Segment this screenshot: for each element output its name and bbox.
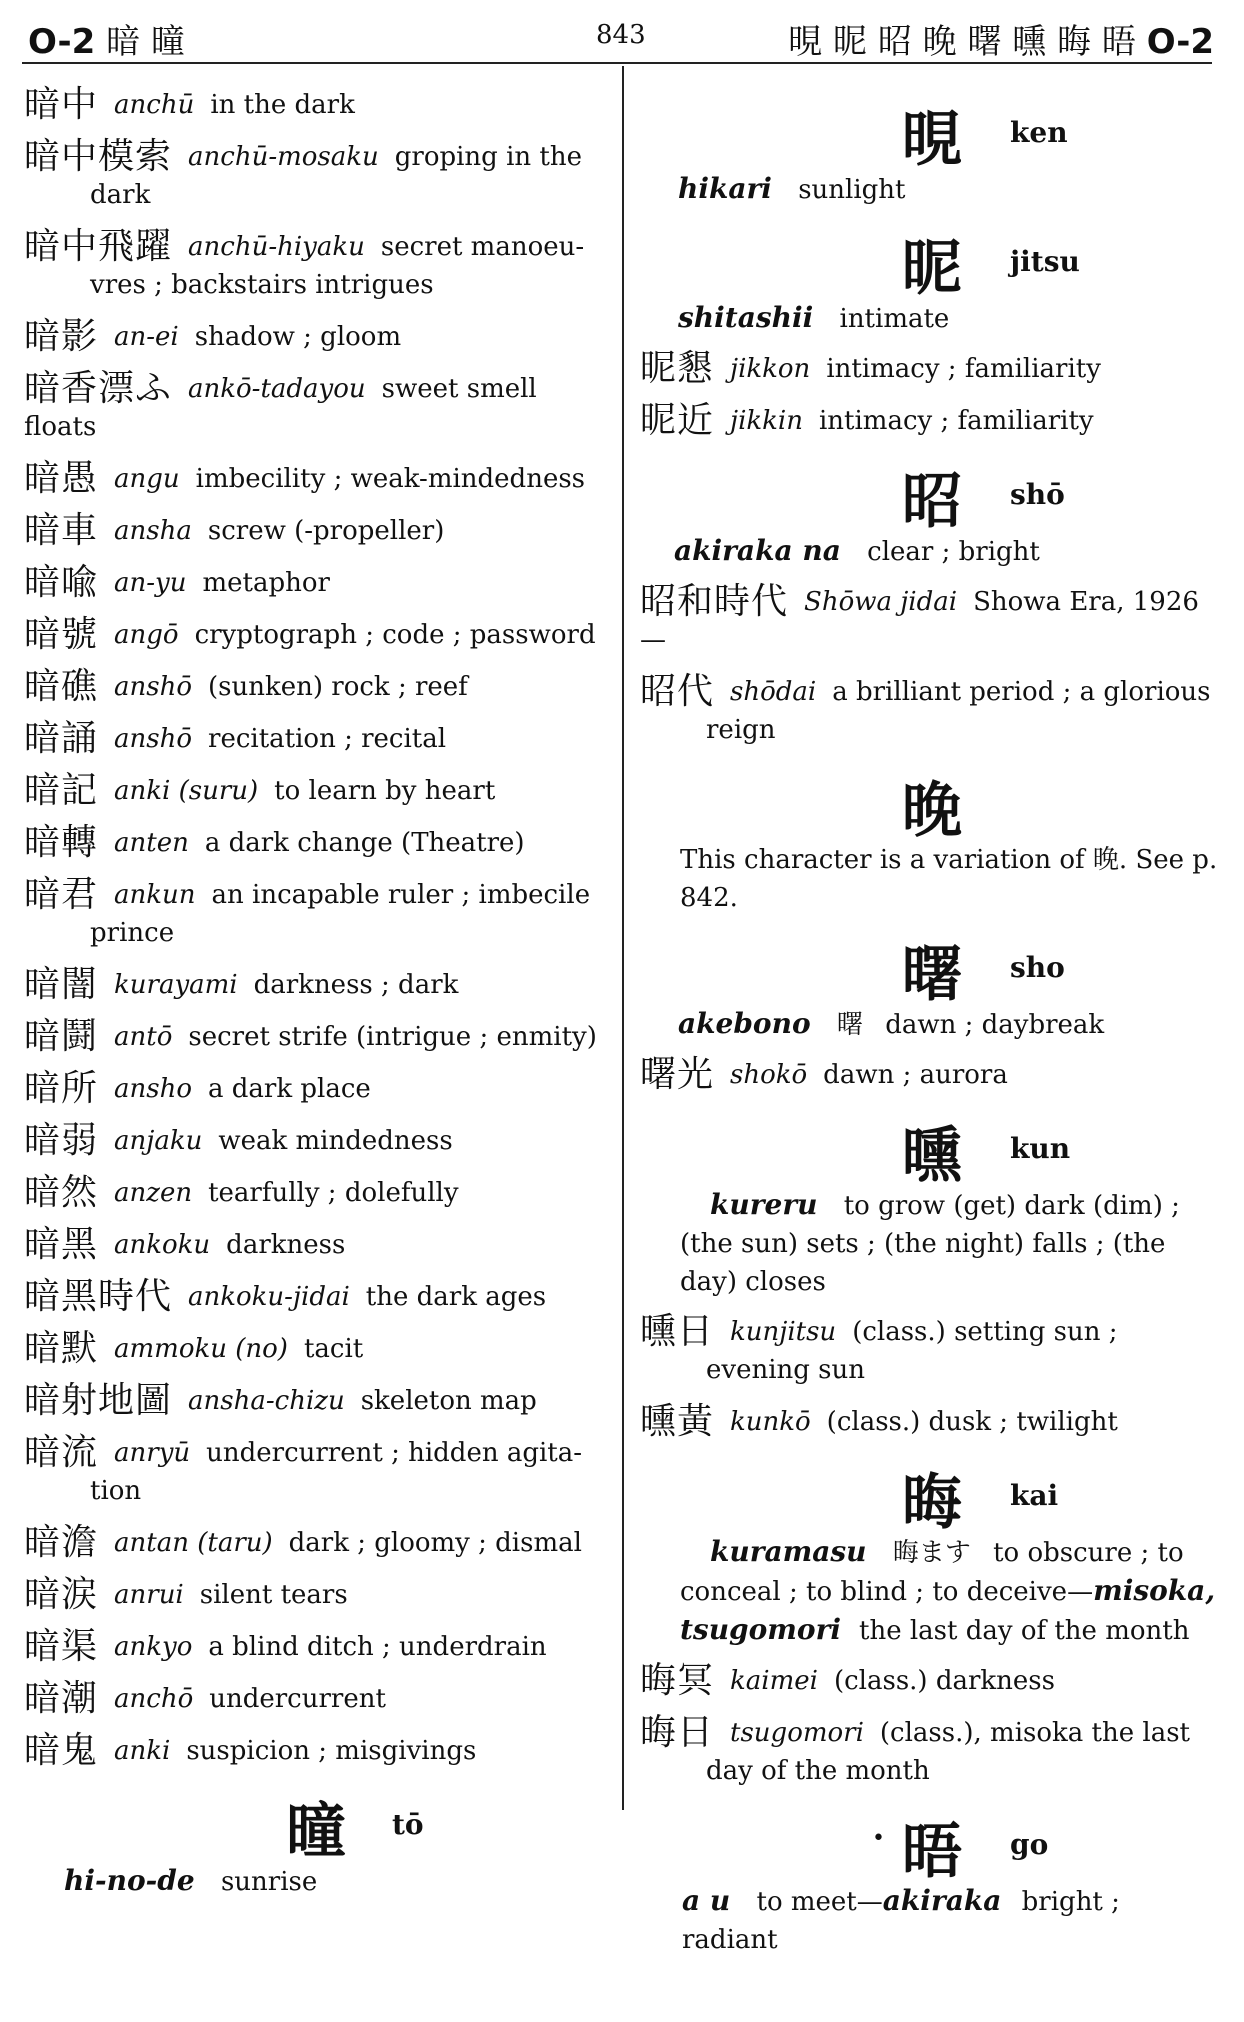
entry-romaji: kunkō [730,1407,811,1437]
bullet-mark: • [872,1826,885,1851]
entry-romaji: anshō [114,724,193,754]
kun-kana: 晦ます [892,1538,971,1568]
headword-block [640,1455,1220,1538]
kun-definition: to obscure ; to [993,1538,1184,1568]
dictionary-entry [24,720,614,758]
entry-definition-cont: day of the month [706,1756,930,1786]
definition-text: the last day of the month [859,1616,1190,1646]
entry-word: 暗渠 [24,1626,99,1667]
dictionary-entry [24,966,614,1004]
kun-word: kureru [710,1188,818,1221]
dictionary-entry [24,1278,614,1316]
variant-note: This character is a variation of 晚. See p. 842. [680,845,1218,913]
entry-word: 暗影 [24,316,99,357]
headword-kanji: 昭 [902,467,962,537]
entry-word: 昵近 [640,400,715,441]
entry-romaji: anjaku [114,1126,203,1156]
entry-word: 暗鬪 [24,1016,99,1057]
dictionary-entry [24,1576,614,1614]
entry-word: 暗黑時代 [24,1276,173,1317]
right-running-head [788,14,1214,63]
entry-definition: secret strife (intrigue ; enmity) [188,1022,597,1052]
entry-word: 暗所 [24,1068,99,1109]
dictionary-entry [24,668,614,706]
entry-definition: darkness [226,1230,346,1260]
entry-romaji: Shōwa jidai [804,587,958,617]
dictionary-entry [640,350,1220,388]
entry-definition: sweet smell floats [24,374,537,442]
entry-romaji: an-ei [114,322,179,352]
dictionary-entry [640,1056,1220,1094]
entry-list [640,583,1220,749]
entry-word: 暗闇 [24,964,99,1005]
entry-definition: the dark ages [365,1282,547,1312]
headword-kanji: 曛 [902,1121,962,1191]
entry-romaji: anchū-hiyaku [188,232,365,262]
entry-word: 昭代 [640,671,715,712]
entry-definition: undercurrent [209,1684,386,1714]
page-number: 843 [596,20,646,50]
entry-list [640,350,1220,440]
kun-definition: clear ; bright [867,537,1040,567]
entry-list [640,1662,1220,1790]
entry-definition: (class.) setting sun ; [852,1317,1118,1347]
dictionary-entry [640,1313,1220,1389]
entry-romaji: anki [114,1736,171,1766]
entry-list [640,1313,1220,1441]
headword-reading: ken [1010,116,1068,149]
entry-definition: a brilliant period ; a glorious [832,677,1211,707]
kun-definition: intimate [839,304,950,334]
entry-word: 暗愚 [24,458,99,499]
dictionary-entry [24,1680,614,1718]
entry-romaji: shokō [730,1060,808,1090]
entry-definition: cryptograph ; code ; password [194,620,596,650]
entry-list [24,86,614,1770]
entry-romaji: ansho [114,1074,193,1104]
entry-definition-cont: evening sun [706,1355,866,1385]
headword-block [640,1804,1220,1887]
entry-romaji: anten [114,828,189,858]
entry-romaji: ankoku-jidai [188,1282,350,1312]
entry-word: 暗記 [24,770,99,811]
headword-reading: kun [1010,1132,1071,1165]
entry-romaji: kaimei [730,1666,818,1696]
entry-romaji: angu [114,464,180,494]
kun-reading [640,1533,1220,1650]
left-column [24,86,614,1913]
entry-romaji: ansha-chizu [188,1386,345,1416]
entry-romaji: antan (taru) [114,1528,273,1558]
entry-word: 暗香漂ふ [24,368,173,409]
headword-block [24,1784,614,1867]
entry-romaji: anchū-mosaku [188,142,379,172]
entry-definition: undercurrent ; hidden agita- [206,1438,583,1468]
entry-romaji: shōdai [730,677,817,707]
dictionary-entry [24,228,614,304]
dictionary-entry [24,512,614,550]
dictionary-entry [24,876,614,952]
right-column [640,86,1220,1971]
column-divider [622,66,624,1810]
kun-word: tsugomori [680,1613,841,1646]
kun-reading [640,1186,1220,1301]
entry-definition-cont: prince [90,918,175,948]
entry-definition-cont: tion [90,1476,142,1506]
entry-romaji: antō [114,1022,173,1052]
dictionary-entry [640,1714,1220,1790]
entry-word: 曛黃 [640,1401,715,1442]
dictionary-entry [24,1732,614,1770]
entry-definition: in the dark [210,90,355,120]
entry-word: 暗誦 [24,718,99,759]
entry-romaji: anchū [114,90,195,120]
entry-word: 暗默 [24,1328,99,1369]
headword-reading: go [1010,1828,1049,1861]
entry-romaji: anshō [114,672,193,702]
dictionary-entry [24,1174,614,1212]
entry-word: 晦冥 [640,1660,715,1701]
entry-definition-cont: reign [706,715,776,745]
dictionary-entry [640,402,1220,440]
entry-definition: screw (-propeller) [207,516,445,546]
kun-word: shitashii [678,301,814,334]
dictionary-entry [24,86,614,124]
entry-romaji: anki (suru) [114,776,259,806]
entry-definition: darkness ; dark [253,970,459,1000]
section-code: O-2 [28,22,96,62]
kun-reading [640,1882,1220,1959]
entry-romaji: anzen [114,1178,193,1208]
entry-word: 暗流 [24,1432,99,1473]
entry-romaji: kunjitsu [730,1317,837,1347]
entry-definition: intimacy ; familiarity [826,354,1101,384]
entry-romaji: kurayami [114,970,238,1000]
entry-definition: metaphor [202,568,330,598]
kun-definition-cont: (the sun) sets ; (the night) falls ; (the [680,1229,1166,1259]
kun-word: akebono [678,1007,811,1040]
entry-romaji: anryū [114,1438,191,1468]
entry-definition: a blind ditch ; underdrain [208,1632,547,1662]
headword-reading: kai [1010,1479,1059,1512]
entry-word: 曙光 [640,1054,715,1095]
entry-definition: skeleton map [360,1386,537,1416]
entry-definition: intimacy ; familiarity [818,406,1094,436]
dictionary-entry [24,460,614,498]
headword-reading: jitsu [1010,245,1080,278]
page-header [0,0,1244,70]
definition-text: conceal ; to blind ; to deceive— [680,1577,1094,1607]
headword-block [640,763,1220,846]
entry-definition: (sunken) rock ; reef [208,672,468,702]
entry-word: 暗射地圖 [24,1380,173,1421]
entry-definition: tearfully ; dolefully [208,1178,459,1208]
entry-definition: dark ; gloomy ; dismal [288,1528,582,1558]
kun-definition: to grow (get) dark (dim) ; [843,1191,1180,1221]
entry-word: 暗潮 [24,1678,99,1719]
entry-definition: dawn ; aurora [823,1060,1008,1090]
entry-word: 暗中模索 [24,136,173,177]
entry-definition: a dark place [208,1074,371,1104]
entry-romaji: ammoku (no) [114,1334,288,1364]
entry-word: 暗轉 [24,822,99,863]
entry-word: 暗鬼 [24,1730,99,1771]
entry-romaji: anrui [114,1580,184,1610]
dictionary-entry [24,1226,614,1264]
dictionary-entry [24,1330,614,1368]
kun-word: a u [682,1884,731,1917]
entry-romaji: angō [114,620,179,650]
entry-definition: tacit [303,1334,364,1364]
entry-definition: Showa Era, 1926— [640,587,1199,655]
entry-word: 昭和時代 [640,581,789,622]
entry-romaji: ansha [114,516,192,546]
kun-definition: sunlight [798,175,906,205]
kun-word: hikari [678,172,772,205]
entry-definition-cont: dark [90,180,151,210]
dictionary-entry [24,138,614,214]
dictionary-entry [24,1382,614,1420]
left-head-chars: 暗 曈 [106,22,185,62]
headword-block [640,92,1220,175]
headword-reading: tō [392,1808,424,1841]
headword-block [640,927,1220,1010]
dictionary-entry [640,1403,1220,1441]
kun-word: akiraka [882,1884,1002,1917]
kun-word: kuramasu [710,1535,867,1568]
dictionary-entry [640,673,1220,749]
dictionary-entry [24,616,614,654]
entry-list [640,1056,1220,1094]
entry-romaji: ankoku [114,1230,211,1260]
entry-romaji: jikkon [730,354,811,384]
entry-word: 暗喩 [24,562,99,603]
entry-definition: (class.) dusk ; twilight [826,1407,1118,1437]
kun-definition: to meet— [756,1887,883,1917]
entry-definition: groping in the [394,142,582,172]
section-code: O-2 [1146,22,1214,62]
kun-word: akiraka na [674,534,841,567]
dictionary-entry [24,1122,614,1160]
entry-definition: weak mindedness [218,1126,453,1156]
right-head-chars: 晛 昵 昭 晚 曙 曛 晦 晤 [788,22,1136,62]
dictionary-entry [24,772,614,810]
dictionary-entry [24,1018,614,1056]
dictionary-entry [24,370,614,446]
entry-romaji: tsugomori [730,1718,864,1748]
headword-kanji: 晚 [902,776,962,846]
entry-definition: shadow ; gloom [194,322,402,352]
entry-word: 晦日 [640,1712,715,1753]
kun-definition-cont [680,1572,1220,1611]
dictionary-entry [24,1434,614,1510]
entry-word: 暗弱 [24,1120,99,1161]
entry-word: 暗君 [24,874,99,915]
headword-reading: shō [1010,478,1065,511]
headword-block [640,454,1220,537]
entry-romaji: anchō [114,1684,194,1714]
kun-definition-cont: day) closes [680,1267,826,1297]
dictionary-entry [24,1524,614,1562]
dictionary-entry [24,564,614,602]
dictionary-entry [640,1662,1220,1700]
entry-definition: (class.) darkness [833,1666,1055,1696]
entry-word: 暗澹 [24,1522,99,1563]
headword-kanji: 曈 [286,1797,346,1867]
entry-definition: silent tears [199,1580,348,1610]
entry-definition: suspicion ; misgivings [186,1736,477,1766]
entry-word: 暗涙 [24,1574,99,1615]
entry-definition: imbecility ; weak-mindedness [195,464,586,494]
kun-word: misoka, [1093,1574,1216,1607]
entry-romaji: jikkin [730,406,803,436]
entry-romaji: ankun [114,880,196,910]
headword-reading: sho [1010,951,1065,984]
entry-word: 暗號 [24,614,99,655]
entry-word: 昵懇 [640,348,715,389]
left-running-head [28,14,185,63]
entry-definition: to learn by heart [274,776,496,806]
kun-definition-cont [680,1611,1220,1650]
entry-definition: an incapable ruler ; imbecile [211,880,591,910]
headword-kanji: 曙 [902,940,962,1010]
entry-word: 曛日 [640,1311,715,1352]
headword-block [640,221,1220,304]
headword-kanji: 晛 [902,105,962,175]
dictionary-entry [24,1070,614,1108]
kun-definition: dawn ; daybreak [885,1010,1105,1040]
kun-definition: bright ; radiant [682,1887,1120,1955]
entry-word: 暗中 [24,84,99,125]
kun-word: hi-no-de [64,1864,195,1897]
headword-kanji: 晦 [902,1468,962,1538]
entry-definition: (class.), misoka the last [879,1718,1190,1748]
dictionary-entry [24,824,614,862]
entry-definition-cont: vres ; backstairs intrigues [90,270,434,300]
entry-romaji: an-yu [114,568,187,598]
entry-word: 暗車 [24,510,99,551]
kun-kana: 曙 [836,1010,863,1040]
header-rule [22,62,1212,64]
dictionary-entry [24,1628,614,1666]
entry-word: 暗中飛躍 [24,226,173,267]
headword-kanji: 昵 [902,234,962,304]
kun-definition: sunrise [220,1867,318,1897]
entry-word: 暗礁 [24,666,99,707]
entry-romaji: ankō-tadayou [188,374,366,404]
headword-kanji: 晤 [902,1817,962,1887]
entry-definition: a dark change (Theatre) [204,828,525,858]
entry-word: 暗黑 [24,1224,99,1265]
dictionary-entry [640,583,1220,659]
headword-block [640,1108,1220,1191]
dictionary-entry [24,318,614,356]
entry-romaji: ankyo [114,1632,193,1662]
entry-word: 暗然 [24,1172,99,1213]
entry-definition: recitation ; recital [208,724,447,754]
entry-definition: secret manoeu- [380,232,585,262]
